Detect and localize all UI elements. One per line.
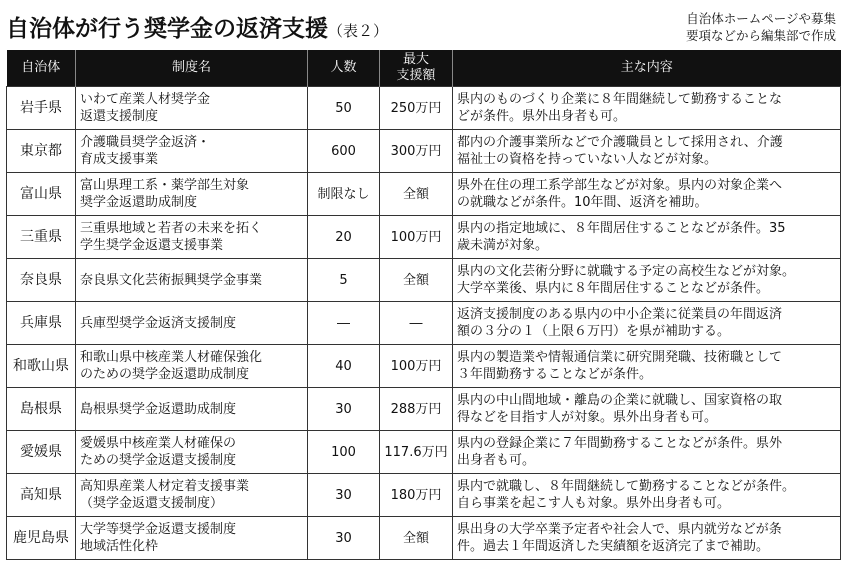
- content-line-1: 県内の中山間地域・離島の企業に就職し、国家資格の取: [457, 393, 783, 408]
- amount-cell: 180万円: [380, 474, 453, 517]
- header-name: 制度名: [76, 50, 308, 87]
- name-cell: [76, 87, 308, 130]
- count-cell: 50: [308, 87, 380, 130]
- content-line-2: 件。過去１年間返済した実績額を返済完了まで補助。: [457, 539, 770, 554]
- content-cell: [453, 87, 841, 130]
- amount-cell: 250万円: [380, 87, 453, 130]
- name-cell: [76, 431, 308, 474]
- count-cell: 40: [308, 345, 380, 388]
- header-count: 人数: [308, 50, 380, 87]
- count-cell: 30: [308, 517, 380, 560]
- name-line-1: 富山県理工系・薬学部生対象: [80, 178, 250, 193]
- content-line-2: 得などを目指す人が対象。県外出身者も可。: [457, 410, 718, 425]
- table-row: [7, 345, 841, 388]
- header-amount-line1: 最大: [402, 52, 429, 67]
- name-line-2: 地域活性化枠: [80, 539, 159, 554]
- name-line-1: 大学等奨学金返還支援制度: [80, 522, 237, 537]
- table-row: [7, 517, 841, 560]
- content-line-1: 都内の介護事業所などで介護職員として採用され、介護: [457, 135, 783, 150]
- name-cell: [76, 345, 308, 388]
- header-row: [7, 50, 841, 87]
- support-table: [6, 50, 841, 560]
- pref-cell: 兵庫県: [7, 302, 76, 345]
- content-cell: [453, 431, 841, 474]
- table-row: [7, 87, 841, 130]
- count-cell: 5: [308, 259, 380, 302]
- content-line-1: 県内で就職し、８年間継続して勤務することなどが条件。: [457, 479, 796, 494]
- amount-cell: 288万円: [380, 388, 453, 431]
- source-line-2: 要項などから編集部で作成: [685, 28, 836, 43]
- table-row: [7, 431, 841, 474]
- table-row: [7, 216, 841, 259]
- name-cell: [76, 388, 308, 431]
- source-line-1: 自治体ホームページや募集: [686, 11, 836, 26]
- content-cell: [453, 474, 841, 517]
- table-row: [7, 474, 841, 517]
- table-row: [7, 173, 841, 216]
- name-cell: [76, 474, 308, 517]
- name-cell: [76, 173, 308, 216]
- content-cell: [453, 173, 841, 216]
- amount-cell: ―: [380, 302, 453, 345]
- amount-cell: 100万円: [380, 216, 453, 259]
- content-line-2: 額の３分の１（上限６万円）を県が補助する。: [457, 324, 731, 339]
- count-cell: 30: [308, 474, 380, 517]
- header-pref: 自治体: [7, 50, 76, 87]
- name-cell: [76, 216, 308, 259]
- content-line-2: 自ら事業を起こす人も対象。県外出身者も可。: [457, 496, 731, 511]
- name-line-2: 返還支援制度: [80, 109, 159, 124]
- pref-cell: 富山県: [7, 173, 76, 216]
- name-line-1: 奈良県文化芸術振興奨学金事業: [80, 272, 263, 288]
- content-line-1: 県内の文化芸術分野に就職する予定の高校生などが対象。: [457, 264, 796, 279]
- name-line-1: 三重県地域と若者の未来を拓く: [80, 221, 263, 236]
- name-line-2: 学生奨学金返還支援事業: [80, 238, 224, 253]
- count-cell: 600: [308, 130, 380, 173]
- name-line-1: 高知県産業人材定着支援事業: [80, 479, 250, 494]
- name-line-1: 介護職員奨学金返済・: [80, 135, 211, 150]
- name-line-2: ための奨学金返還支援制度: [80, 453, 237, 468]
- content-line-1: 県出身の大学卒業予定者や社会人で、県内就労などが条: [457, 522, 782, 537]
- count-cell: ―: [308, 302, 380, 345]
- content-line-1: 県内のものづくり企業に８年間継続して勤務することな: [457, 92, 783, 107]
- content-cell: [453, 388, 841, 431]
- name-line-2: 奨学金返還助成制度: [80, 195, 198, 210]
- name-line-1: 島根県奨学金返還助成制度: [80, 401, 237, 417]
- content-line-2: 出身者も可。: [457, 453, 536, 468]
- table-row: [7, 130, 841, 173]
- table-row: [7, 302, 841, 345]
- name-line-1: 愛媛県中核産業人材確保の: [80, 436, 237, 451]
- content-cell: [453, 302, 841, 345]
- name-line-2: （奨学金返還支援制度）: [80, 496, 224, 511]
- amount-cell: 117.6万円: [380, 431, 453, 474]
- page-title: [6, 10, 388, 43]
- name-cell: [76, 517, 308, 560]
- content-line-1: 県内の指定地域に、８年間居住することなどが条件。35: [457, 221, 786, 236]
- content-line-2: 大学卒業後、県内に８年間居住することなどが条件。: [457, 281, 770, 296]
- pref-cell: 鹿児島県: [7, 517, 76, 560]
- name-line-1: 兵庫型奨学金返済支援制度: [80, 315, 237, 331]
- pref-cell: 岩手県: [7, 87, 76, 130]
- content-cell: [453, 517, 841, 560]
- content-line-2: ３年間勤務することなどが条件。: [457, 367, 653, 382]
- amount-cell: 全額: [380, 173, 453, 216]
- content-line-1: 県内の登録企業に７年間勤務することなどが条件。県外: [457, 436, 783, 451]
- pref-cell: 高知県: [7, 474, 76, 517]
- content-line-1: 返済支援制度のある県内の中小企業に従業員の年間返済: [457, 307, 783, 322]
- name-line-2: のための奨学金返還助成制度: [80, 367, 250, 382]
- amount-cell: 300万円: [380, 130, 453, 173]
- pref-cell: 三重県: [7, 216, 76, 259]
- content-line-2: の就職などが条件。10年間、返済を補助。: [457, 195, 708, 210]
- amount-cell: 全額: [380, 259, 453, 302]
- name-cell: [76, 302, 308, 345]
- content-line-2: 歳未満が対象。: [457, 238, 549, 253]
- name-cell: [76, 259, 308, 302]
- header-amount: [380, 50, 453, 87]
- name-line-2: 育成支援事業: [80, 152, 159, 167]
- pref-cell: 和歌山県: [7, 345, 76, 388]
- content-cell: [453, 259, 841, 302]
- title-main: 自治体が行う奨学金の返済支援: [6, 16, 328, 42]
- pref-cell: 愛媛県: [7, 431, 76, 474]
- content-cell: [453, 216, 841, 259]
- name-cell: [76, 130, 308, 173]
- content-cell: [453, 130, 841, 173]
- pref-cell: 島根県: [7, 388, 76, 431]
- source-note: [686, 10, 836, 44]
- content-line-2: どが条件。県外出身者も可。: [457, 109, 627, 124]
- count-cell: 20: [308, 216, 380, 259]
- content-line-1: 県内の製造業や情報通信業に研究開発職、技術職として: [457, 350, 783, 365]
- header-content: 主な内容: [453, 50, 841, 87]
- name-line-1: 和歌山県中核産業人材確保強化: [80, 350, 263, 365]
- table-row: [7, 388, 841, 431]
- count-cell: 30: [308, 388, 380, 431]
- pref-cell: 奈良県: [7, 259, 76, 302]
- header-amount-line2: 支援額: [396, 68, 436, 83]
- amount-cell: 100万円: [380, 345, 453, 388]
- content-cell: [453, 345, 841, 388]
- content-line-1: 県外在住の理工系学部生などが対象。県内の対象企業へ: [457, 178, 783, 193]
- amount-cell: 全額: [380, 517, 453, 560]
- table-row: [7, 259, 841, 302]
- count-cell: 制限なし: [308, 173, 380, 216]
- content-line-2: 福祉士の資格を持っていない人などが対象。: [457, 152, 718, 167]
- name-line-1: いわて産業人材奨学金: [80, 92, 211, 107]
- pref-cell: 東京都: [7, 130, 76, 173]
- title-sub: （表２）: [328, 22, 389, 40]
- count-cell: 100: [308, 431, 380, 474]
